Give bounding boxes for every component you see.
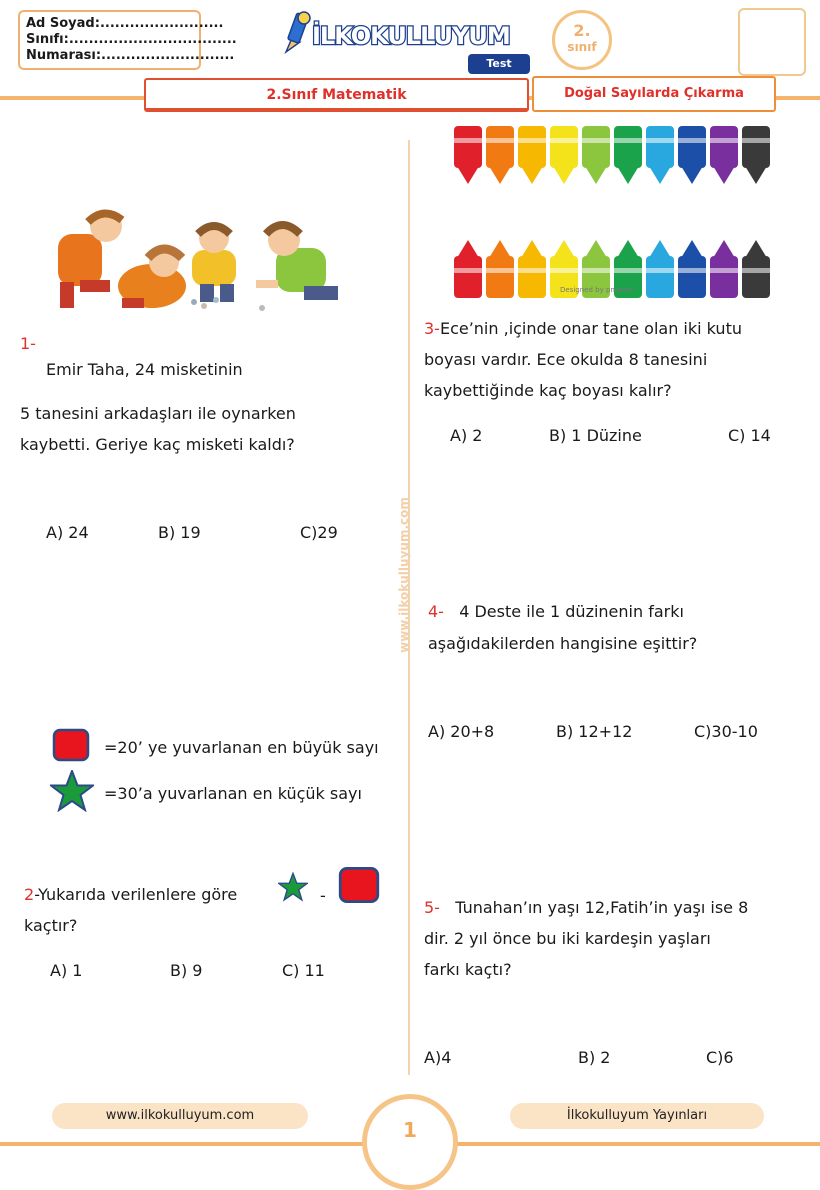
grade-label: sınıf — [567, 40, 597, 54]
vertical-watermark: www.ilkokulluyum.com — [397, 497, 411, 653]
q4-text-1: 4 Deste ile 1 düzinenin farkı — [459, 602, 684, 621]
q4-option-a[interactable]: A) 20+8 — [428, 722, 495, 741]
footer-publisher: İlkokulluyum Yayınları — [510, 1103, 764, 1129]
q5-line-1 — [424, 892, 748, 923]
page-number: 1 — [362, 1094, 458, 1190]
q2-minus-sign: - — [320, 886, 326, 905]
q1-option-a[interactable]: A) 24 — [46, 523, 89, 542]
q3-number: 3- — [424, 319, 440, 338]
crayons-row-top — [452, 126, 770, 184]
name-line: Ad Soyad:......................... — [26, 16, 224, 31]
q5-number: 5- — [424, 898, 440, 917]
q2-option-c[interactable]: C) 11 — [282, 961, 325, 980]
q2-option-a[interactable]: A) 1 — [50, 961, 83, 980]
q1-option-c[interactable]: C)29 — [300, 523, 338, 542]
q1-line-1: Emir Taha, 24 misketinin — [46, 360, 243, 379]
q1-option-b[interactable]: B) 19 — [158, 523, 201, 542]
q3-line-3: kaybettiğinde kaç boyası kalır? — [424, 381, 672, 400]
green-star-icon — [50, 770, 94, 812]
crayon-icon — [678, 240, 706, 298]
q1-number: 1- — [20, 334, 36, 353]
topic-title: Doğal Sayılarda Çıkarma — [532, 76, 776, 112]
logo-text: İLKOKULLUYUM — [312, 22, 510, 50]
q2-option-b[interactable]: B) 9 — [170, 961, 203, 980]
crayon-icon — [486, 240, 514, 298]
small-red-square-icon — [338, 866, 380, 904]
crayon-icon — [710, 126, 738, 184]
q4-line-2: aşağıdakilerden hangisine eşittir? — [428, 634, 698, 653]
grade-number: 2. — [573, 21, 591, 40]
pencil-icon — [286, 12, 310, 52]
q5-line-2: dir. 2 yıl önce bu iki kardeşin yaşları — [424, 929, 711, 948]
crayon-icon — [742, 126, 770, 184]
footer-website: www.ilkokulluyum.com — [52, 1103, 308, 1129]
q3-option-c[interactable]: C) 14 — [728, 426, 771, 445]
crayon-icon — [614, 126, 642, 184]
crayon-icon — [646, 240, 674, 298]
crayon-icon — [518, 126, 546, 184]
crayon-icon — [646, 126, 674, 184]
score-box — [738, 8, 806, 76]
ilkokulluyum-logo — [282, 8, 537, 56]
class-line: Sınıfı:.................................. — [26, 32, 237, 47]
q2-text: -Yukarıda verilenlere göre — [34, 885, 238, 904]
number-line: Numarası:........................... — [26, 48, 235, 63]
q1-line-3: kaybetti. Geriye kaç misketi kaldı? — [20, 435, 295, 454]
kid-1-icon — [58, 210, 122, 308]
crayon-icon — [550, 126, 578, 184]
q2-number: 2 — [24, 885, 35, 904]
crayon-icon — [454, 126, 482, 184]
q3-line-1 — [424, 313, 742, 344]
subject-title: 2.Sınıf Matematik — [144, 78, 529, 112]
q5-option-c[interactable]: C)6 — [706, 1048, 734, 1067]
q2-line-2: kaçtır? — [24, 916, 78, 935]
student-info-box — [18, 10, 237, 70]
legend-star-text: =30’a yuvarlanan en küçük sayı — [104, 784, 362, 803]
q3-line-2: boyası vardır. Ece okulda 8 tanesini — [424, 350, 708, 369]
q5-text-1: Tunahan’ın yaşı 12,Fatih’in yaşı ise 8 — [455, 898, 749, 917]
crayon-icon — [454, 240, 482, 298]
q5-line-3: farkı kaçtı? — [424, 960, 512, 979]
q3-option-b[interactable]: B) 1 Düzine — [549, 426, 642, 445]
q1-line-2: 5 tanesini arkadaşları ile oynarken — [20, 404, 296, 423]
kids-playing-marbles-illustration — [44, 200, 364, 318]
crayon-icon — [710, 240, 738, 298]
q4-number: 4- — [428, 602, 444, 621]
q4-line-1 — [428, 596, 684, 627]
crayon-icon — [582, 126, 610, 184]
crayon-icon — [678, 126, 706, 184]
kid-3-icon — [192, 223, 236, 302]
legend-square-text: =20’ ye yuvarlanan en büyük sayı — [104, 738, 379, 757]
q4-option-c[interactable]: C)30-10 — [694, 722, 758, 741]
kid-2-icon — [118, 247, 186, 308]
crayon-icon — [486, 126, 514, 184]
crayon-credit: Designed by pngtree — [560, 286, 634, 294]
test-badge: Test — [468, 54, 530, 74]
q5-option-b[interactable]: B) 2 — [578, 1048, 611, 1067]
small-green-star-icon — [278, 872, 308, 902]
red-square-icon — [52, 728, 90, 762]
q3-text-1: Ece’nin ,içinde onar tane olan iki kutu — [439, 319, 742, 338]
kid-4-icon — [256, 224, 338, 300]
q3-option-a[interactable]: A) 2 — [450, 426, 483, 445]
grade-badge — [552, 10, 612, 70]
crayon-icon — [742, 240, 770, 298]
q5-option-a[interactable]: A)4 — [424, 1048, 452, 1067]
q2-line-1 — [24, 879, 237, 910]
q4-option-b[interactable]: B) 12+12 — [556, 722, 633, 741]
crayon-icon — [518, 240, 546, 298]
